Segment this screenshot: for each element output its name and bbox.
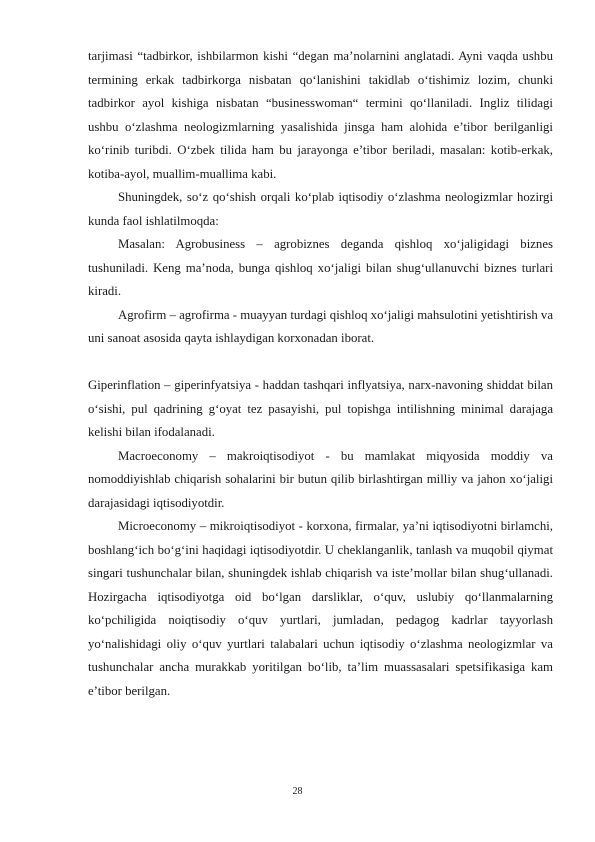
paragraph-macroeconomy: Macroeconomy – makroiqtisodiyot - bu mamlakat miqyosida moddiy va nomoddiyishlab chiqarish sohalarini bir butun qilib birlashtirgan milliy va jahon xo‘jaligi darajasidagi iqtisodiyotdir. [88,448,553,510]
paragraph-compound-words: Shuningdek, so‘z qo‘shish orqali ko‘plab iqtisodiy o‘zlashma neologizmlar hozirgi kunda faol ishlatilmoqda: [88,190,553,228]
paragraph-microeconomy: Microeconomy – mikroiqtisodiyot - korxona, firmalar, ya’ni iqtisodiyotni birlamchi, boshlang‘ich bo‘g‘ini haqidagi iqtisodiyotdir. U cheklanganlik, tanlash va muqobil qiymat singari tushunchalar bilan, shuningdek ishlab chiqarish va iste’mollar bilan shug‘ullanadi. Hozirgacha iqtisodiyotga oid bo‘lgan darsliklar, o‘quv, uslubiy qo‘llanmalarning ko‘pchiligida noiqtisodiy o‘quv yurtlari, jumladan, pedagog kadrlar tayyorlash yo‘nalishidagi oliy o‘quv yurtlari talabalari uchun iqtisodiy o‘zlashma neologizmlar va tushunchalar ancha murakkab yoritilgan bo‘lib, ta’lim muassasalari spetsifikasiga kam e’tibor berilgan. [88,519,553,698]
blank-line [88,351,553,375]
paragraph-intro: tarjimasi “tadbirkor, ishbilarmon kishi “degan ma’nolarnini anglatadi. Ayni vaqda ushbu termining erkak tadbirkorga nisbatan qo‘lanishini takidlab o‘tishimiz lozim, chunki tadbirkor ayol kishiga nisbatan “businesswoman“ termini qo‘llaniladi. Ingliz tilidagi ushbu o‘zlashma neologizmlarning yasalishida jinsga ham alohida e’tibor berilganligi ko‘rinib turibdi. O‘zbek tilida ham bu jarayonga e’tibor beriladi, masalan: kotib-erkak, kotiba-ayol, muallim-muallima kabi. [88,49,553,181]
page-number: 28 [292,786,303,797]
paragraph-agrofirm: Agrofirm – agrofirma - muayyan turdagi qishloq xo‘jaligi mahsulotini yetishtirish va uni sanoat asosida qayta ishlaydigan korxonadan iborat. [88,307,554,345]
document-body [88,45,553,703]
paragraph-agrobusiness: Masalan: Agrobusiness – agrobiznes deganda qishloq xo‘jaligidagi biznes tushuniladi. Keng ma’noda, bunga qishloq xo‘jaligi bilan shug‘ullanuvchi biznes turlari kiradi. [88,237,553,298]
paragraph-hyperinflation: Giperinflation – giperinfyatsiya - haddan tashqari inflyatsiya, narx-navoning shiddat bilan o‘sishi, pul qadrining g‘oyat tez pasayishi, pul topishga intilishning minimal darajaga kelishi bilan ifodalanadi. [88,378,553,439]
